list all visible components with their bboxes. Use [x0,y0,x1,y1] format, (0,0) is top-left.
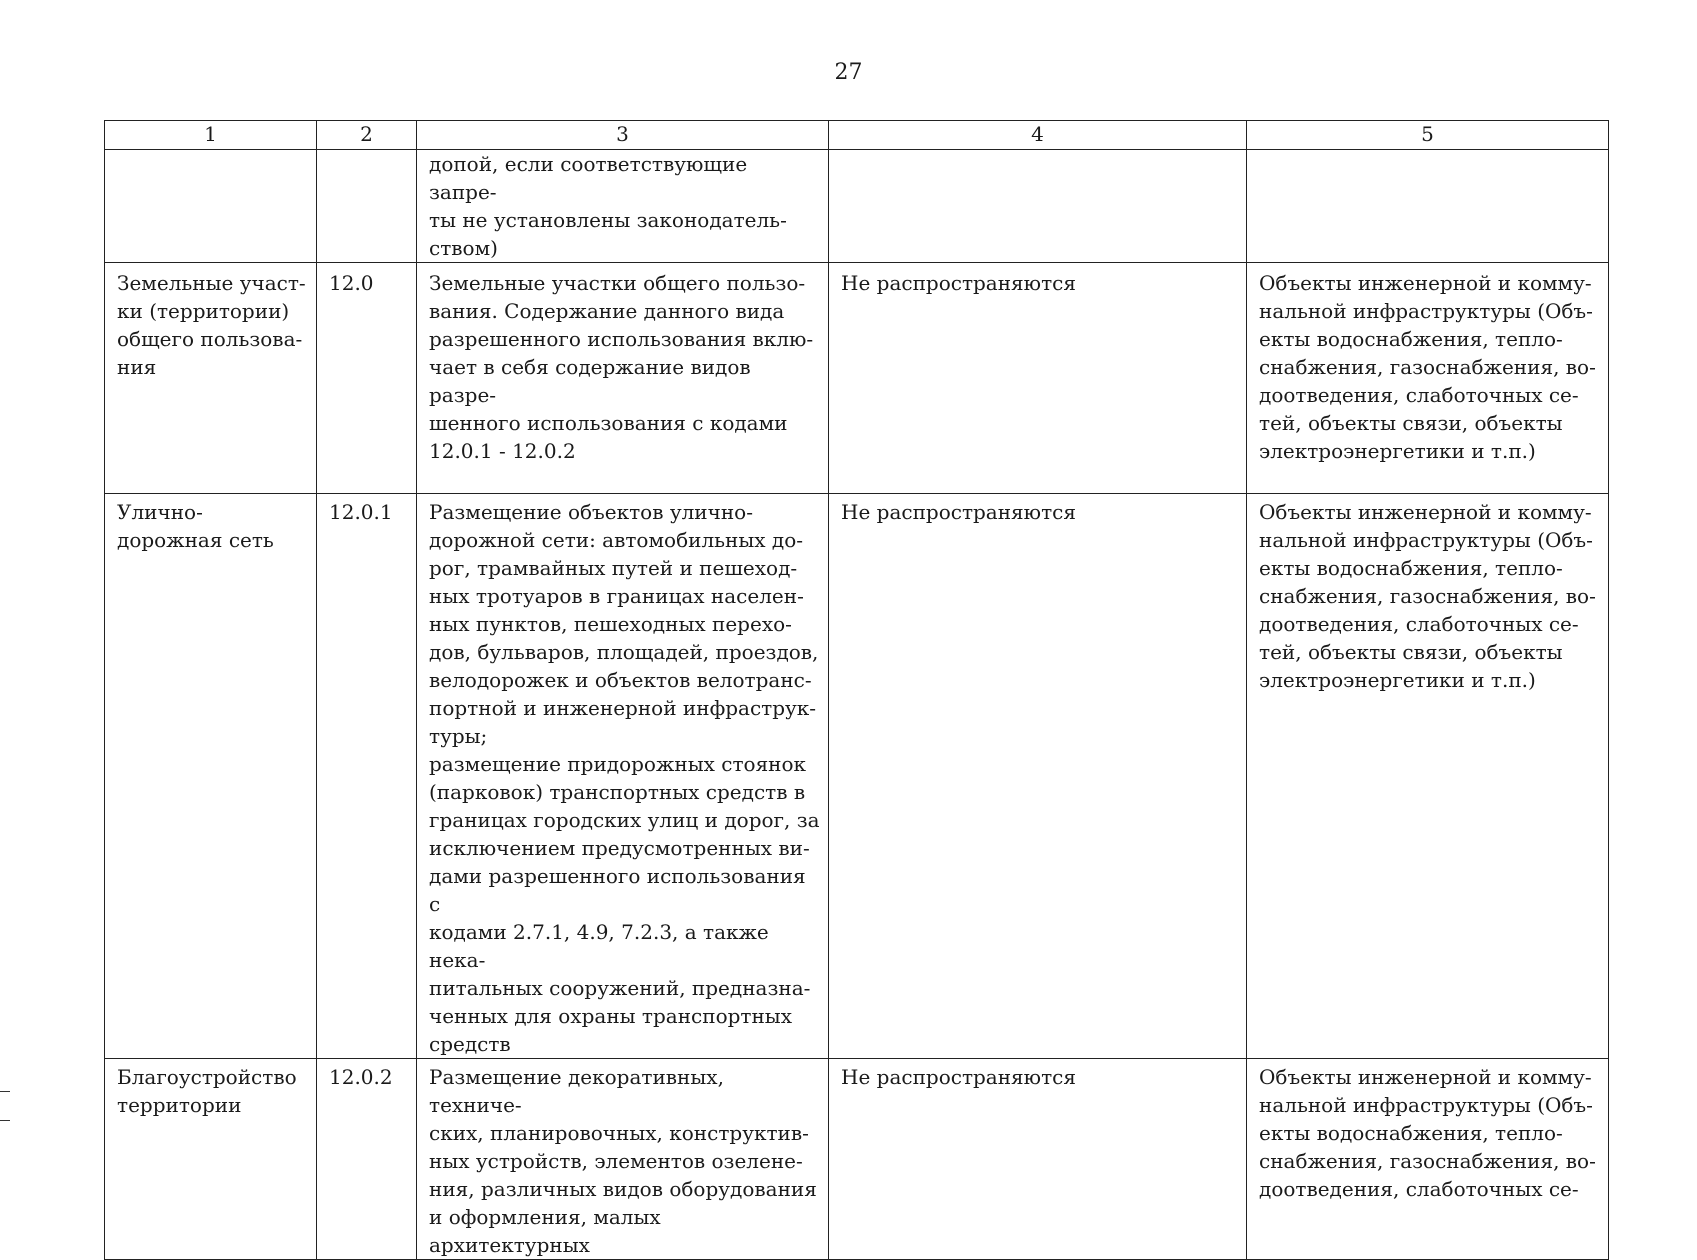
land-use-table [104,120,1609,1260]
table-row [105,1059,1609,1260]
table-row [105,150,1609,263]
cell-col5 [1247,150,1609,263]
page-number: 27 [834,60,863,85]
table-row [105,263,1609,494]
cell-name: Земельные участ- ки (территории) общего пользова- ния [105,263,317,494]
table-row [105,494,1609,1059]
cell-description: допой, если соответствующие запре- ты не установлены законодатель- ством) [417,150,829,263]
column-header-4: 4 [829,121,1247,150]
cell-col5: Объекты инженерной и комму- нальной инфраструктуры (Объ- екты водоснабжения, тепло- снабжения, газоснабжения, во- доотведения, слаботочных се- тей, объекты связи, объекты электроэнергетики и т.п.) [1247,263,1609,494]
cell-name: Благоустройство территории [105,1059,317,1260]
cell-code [317,150,417,263]
cell-col4: Не распространяются [829,263,1247,494]
column-header-5: 5 [1247,121,1609,150]
cell-code: 12.0.1 [317,494,417,1059]
cell-col4 [829,150,1247,263]
cell-col5: Объекты инженерной и комму- нальной инфраструктуры (Объ- екты водоснабжения, тепло- снабжения, газоснабжения, во- доотведения, слаботочных се- [1247,1059,1609,1260]
margin-mark [0,1120,10,1121]
margin-mark [0,1091,10,1092]
cell-col4: Не распространяются [829,1059,1247,1260]
column-header-1: 1 [105,121,317,150]
cell-col4: Не распространяются [829,494,1247,1059]
cell-description: Земельные участки общего пользо- вания. Содержание данного вида разрешенного использования вклю- чает в себя содержание видов разре- шенного использования с кодами 12.0.1 - 12.0.2 [417,263,829,494]
table-header-row [105,121,1609,150]
cell-col5: Объекты инженерной и комму- нальной инфраструктуры (Объ- екты водоснабжения, тепло- снабжения, газоснабжения, во- доотведения, слаботочных се- тей, объекты связи, объекты электроэнергетики и т.п.) [1247,494,1609,1059]
cell-name [105,150,317,263]
column-header-2: 2 [317,121,417,150]
cell-name: Улично- дорожная сеть [105,494,317,1059]
cell-description: Размещение объектов улично- дорожной сети: автомобильных до- рог, трамвайных путей и пешеход- ных тротуаров в границах населен- ных пунктов, пешеходных перехо- дов, бульваров, площадей, проездов, велодорожек и объектов велотранс- портной и инженерной инфраструк- туры; размещение придорожных стоянок (парковок) транспортных средств в границах городских улиц и дорог, за исключением предусмотренных ви- дами разрешенного использования с кодами 2.7.1, 4.9, 7.2.3, а также нека- питальных сооружений, предназна- ченных для охраны транспортных средств [417,494,829,1059]
cell-description: Размещение декоративных, техниче- ских, планировочных, конструктив- ных устройств, элементов озелене- ния, различных видов оборудования и оформления, малых архитектурных [417,1059,829,1260]
column-header-3: 3 [417,121,829,150]
cell-code: 12.0.2 [317,1059,417,1260]
cell-code: 12.0 [317,263,417,494]
